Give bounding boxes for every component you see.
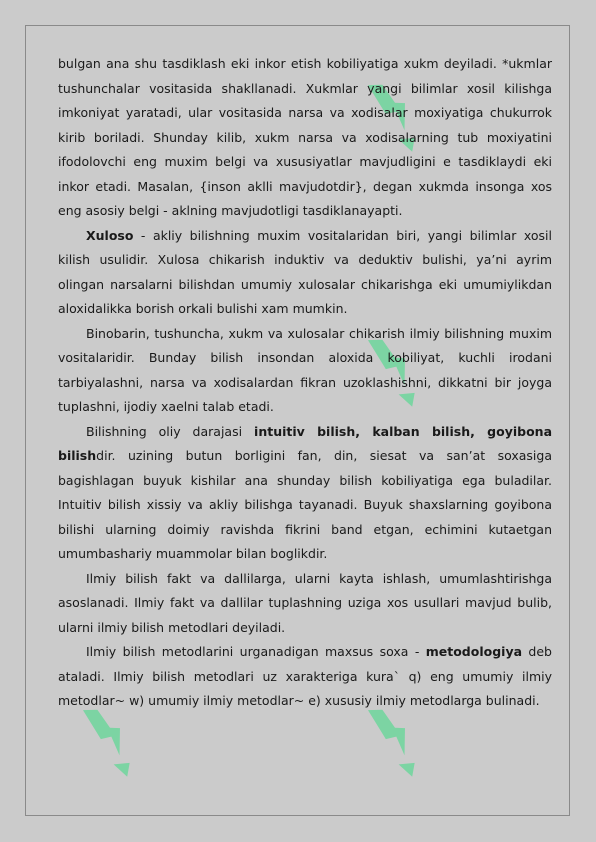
text-run: Bilishning oliy darajasi <box>86 423 255 439</box>
paragraph <box>58 52 552 224</box>
paragraph <box>58 322 552 420</box>
bold-term: intuitiv bilish, kalban bilish, goyibona bilish <box>58 423 553 463</box>
text-run: Ilmiy bilish metodlarini urganadigan maxsus soxa - <box>86 644 426 659</box>
paragraph <box>58 224 552 322</box>
text-run: - akliy bilishning muxim vositalaridan biri, yangi bilimlar xosil kilish usulidir. Xulosa chikarish induktiv va deduktiv bulishi, ya’ni ayrim olingan narsalarni bilishdan umumiy xulosalar chikarishga eki umumiylikdan aloxidalikka borish orkali bulishi xam mumkin. <box>58 227 552 316</box>
bold-term: metodologiya <box>425 644 523 659</box>
text-run: deb ataladi. Ilmiy bilish metodlari uz xarakteriga kura` q) eng umumiy ilmiy metodlar~ w) umumiy ilmiy metodlar~ e) xususiy ilmiy metodlarga bulinadi. <box>58 644 552 708</box>
paragraph <box>58 420 552 567</box>
text-run: dir. uzining butun borligini fan, din, siesat va san’at soxasiga bagishlagan buyuk kishilar ana shunday bilish kobiliyatiga ega buladilar. Intuitiv bilish xissiy va akliy bilishga tayanadi. Buyuk shaxslarning goyibona bilishi ularning doimiy ravishda fikrini band etgan, echimini kutaetgan umumbashariy muammolar bilan boglikdir. <box>58 448 552 561</box>
document-body <box>58 52 552 714</box>
paragraph <box>58 640 552 714</box>
text-run: Ilmiy bilish fakt va dallilarga, ularni kayta ishlash, umumlashtirishga asoslanadi. Ilmiy fakt va dallilar tuplashning uziga xos usullari mavjud bulib, ularni ilmiy bilish metodlari deyiladi. <box>58 570 552 635</box>
bold-term: Xuloso <box>86 227 134 243</box>
text-run: bulgan ana shu tasdiklash eki inkor etish kobiliyatiga xukm deyiladi. *ukmlar tushunchalar vositasida shakllanadi. Xukmlar yangi bilimlar xosil kilishga imkoniyat yaratadi, ular vositasida narsa va xodisalar moxiyatiga chukurrok kirib boriladi. Shunday kilib, xukm narsa va xodisalarning tub moxiyatini ifodolovchi eng muxim belgi va xususiyatlar mavjudligini e tasdiklaydi eki inkor etadi. Masalan, {inson aklli mavjudotdir}, degan xukmda insonga xos eng asosiy belgi - aklning mavjudotligi tasdiklanayapti. <box>58 56 552 218</box>
paragraph <box>58 567 552 641</box>
text-run: Binobarin, tushuncha, xukm va xulosalar chikarish ilmiy bilishning muxim vositalaridir. Bunday bilish insondan aloxida kobiliyat, kuchli irodani tarbiyalashni, narsa va xodisalardan fikran uzoklashishni, dikkatni bir joyga tuplashni, ijodiy xaelni talab etadi. <box>58 325 552 414</box>
